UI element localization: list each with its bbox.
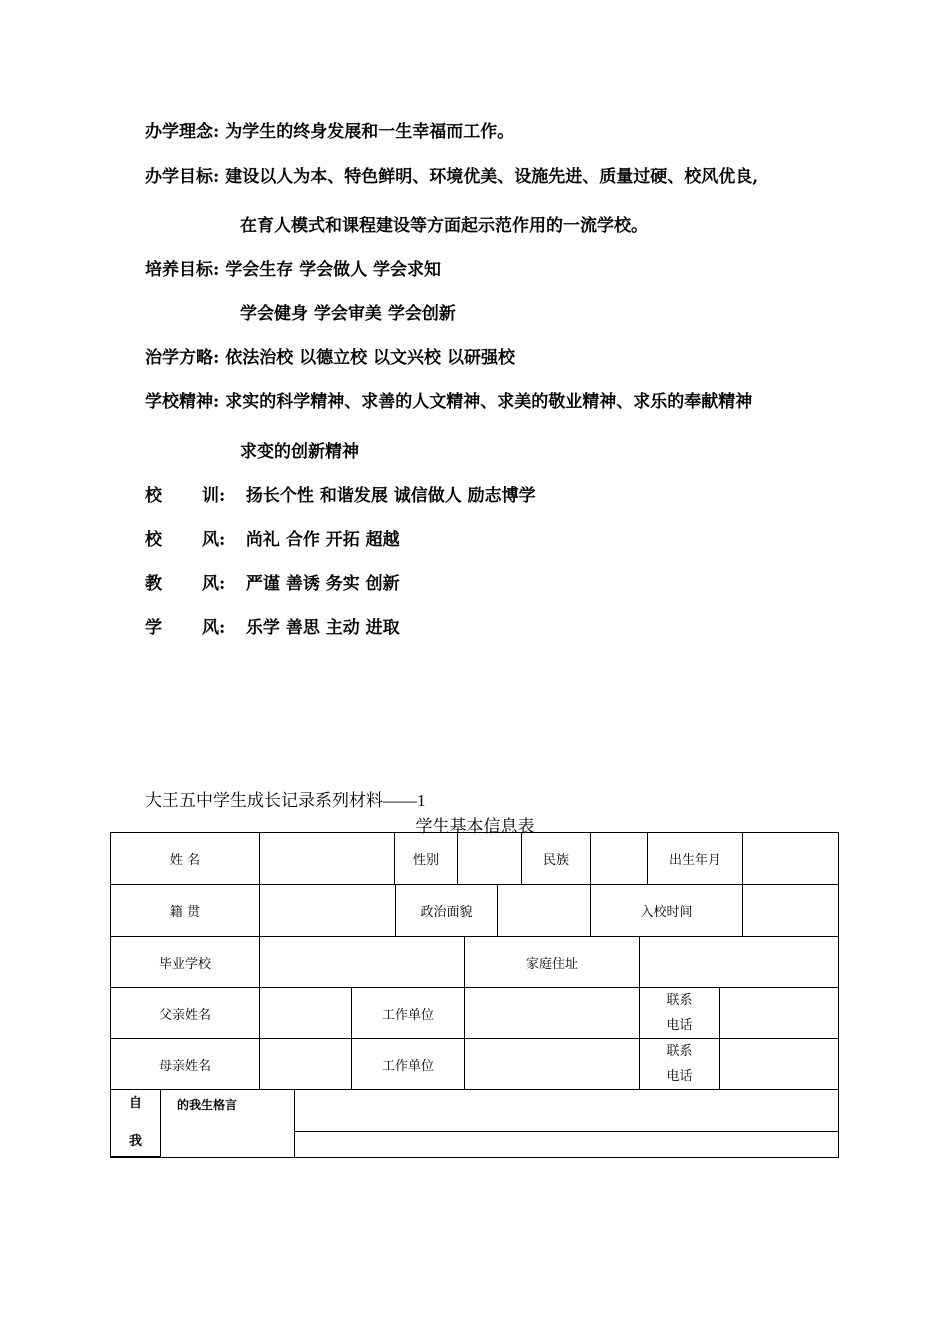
contact-label-2-a: 联系 bbox=[666, 1044, 693, 1059]
strategy-text: 依法治校 以德立校 以文兴校 以研强校 bbox=[225, 348, 515, 368]
mother-name-label: 母亲姓名 bbox=[110, 1038, 260, 1090]
ethnicity-field[interactable] bbox=[590, 832, 648, 885]
contact-label-2 bbox=[639, 1038, 720, 1090]
training-line bbox=[145, 259, 441, 281]
strategy-label: 治学方略: bbox=[145, 348, 220, 368]
contact-field-1[interactable] bbox=[719, 987, 839, 1039]
contact-label-2-b: 电话 bbox=[666, 1069, 693, 1084]
spirit-text: 求实的科学精神、求善的人文精神、求美的敬业精神、求乐的奉献精神 bbox=[225, 392, 753, 412]
goal-text: 建设以人为本、特色鲜明、环境优美、设施先进、质量过硬、校风优良, bbox=[225, 167, 759, 187]
training-text: 学会生存 学会做人 学会求知 bbox=[225, 260, 442, 280]
mother-name-field[interactable] bbox=[259, 1038, 352, 1090]
work-unit-field-1[interactable] bbox=[464, 987, 640, 1039]
school-motto-line bbox=[145, 485, 536, 507]
teaching-style-label-b: 风: bbox=[202, 574, 226, 594]
motto-label: 的我生格言 bbox=[160, 1089, 295, 1158]
teaching-style-line bbox=[145, 573, 400, 595]
gender-label: 性别 bbox=[394, 832, 458, 885]
training-label: 培养目标: bbox=[145, 260, 220, 280]
work-unit-field-2[interactable] bbox=[464, 1038, 640, 1090]
motto-field[interactable] bbox=[294, 1089, 839, 1132]
father-name-label: 父亲姓名 bbox=[110, 987, 260, 1039]
name-field[interactable] bbox=[259, 832, 395, 885]
gender-field[interactable] bbox=[457, 832, 522, 885]
school-motto-label-a: 校 bbox=[145, 486, 162, 506]
goal-text-cont: 在育人模式和课程建设等方面起示范作用的一流学校。 bbox=[240, 216, 648, 236]
study-style-text: 乐学 善思 主动 进取 bbox=[245, 618, 400, 638]
work-unit-label-1: 工作单位 bbox=[351, 987, 465, 1039]
grad-school-field[interactable] bbox=[259, 936, 465, 988]
self-label bbox=[110, 1089, 161, 1158]
self-label-b: 我 bbox=[128, 1134, 142, 1149]
contact-label-1-b: 电话 bbox=[666, 1018, 693, 1033]
school-style-line bbox=[145, 529, 400, 551]
student-info-form bbox=[110, 832, 839, 1158]
spirit-line bbox=[145, 391, 752, 413]
spirit-label: 学校精神: bbox=[145, 392, 220, 412]
father-name-field[interactable] bbox=[259, 987, 352, 1039]
strategy-line bbox=[145, 347, 515, 369]
study-style-label-a: 学 bbox=[145, 618, 162, 638]
goal-label: 办学目标: bbox=[145, 167, 220, 187]
political-field[interactable] bbox=[497, 884, 591, 937]
philosophy-line bbox=[145, 121, 514, 143]
grad-school-label: 毕业学校 bbox=[110, 936, 260, 988]
training-text-cont: 学会健身 学会审美 学会创新 bbox=[240, 304, 456, 324]
contact-field-2[interactable] bbox=[719, 1038, 839, 1090]
name-label: 姓 名 bbox=[110, 832, 260, 885]
teaching-style-label-a: 教 bbox=[145, 574, 162, 594]
spirit-text-cont: 求变的创新精神 bbox=[240, 442, 359, 462]
series-title: 大王五中学生成长记录系列材料——1 bbox=[145, 791, 426, 810]
philosophy-text: 为学生的终身发展和一生幸福而工作。 bbox=[225, 122, 515, 142]
goal-line bbox=[145, 166, 758, 188]
school-style-label-b: 风: bbox=[202, 530, 226, 550]
contact-label-1 bbox=[639, 987, 720, 1039]
table-title: 学生基本信息表 bbox=[415, 817, 535, 836]
contact-label-1-a: 联系 bbox=[666, 993, 693, 1008]
school-motto-text: 扬长个性 和谐发展 诚信做人 励志博学 bbox=[245, 486, 536, 506]
work-unit-label-2: 工作单位 bbox=[351, 1038, 465, 1090]
school-motto-label-b: 训: bbox=[202, 486, 226, 506]
philosophy-label: 办学理念: bbox=[145, 122, 220, 142]
teaching-style-text: 严谨 善诱 务实 创新 bbox=[245, 574, 400, 594]
school-style-text: 尚礼 合作 开拓 超越 bbox=[245, 530, 400, 550]
home-address-field[interactable] bbox=[639, 936, 839, 988]
native-place-label: 籍 贯 bbox=[110, 884, 260, 937]
study-style-label-b: 风: bbox=[202, 618, 226, 638]
enroll-time-label: 入校时间 bbox=[590, 884, 743, 937]
home-address-label: 家庭住址 bbox=[464, 936, 640, 988]
school-style-label-a: 校 bbox=[145, 530, 162, 550]
study-style-line bbox=[145, 617, 400, 639]
birth-field[interactable] bbox=[742, 832, 839, 885]
enroll-time-field[interactable] bbox=[742, 884, 839, 937]
native-place-field[interactable] bbox=[259, 884, 396, 937]
self-label-a: 自 bbox=[128, 1096, 142, 1111]
ethnicity-label: 民族 bbox=[521, 832, 591, 885]
political-label: 政治面貌 bbox=[395, 884, 498, 937]
motto-field-2[interactable] bbox=[294, 1131, 839, 1158]
birth-label: 出生年月 bbox=[647, 832, 743, 885]
